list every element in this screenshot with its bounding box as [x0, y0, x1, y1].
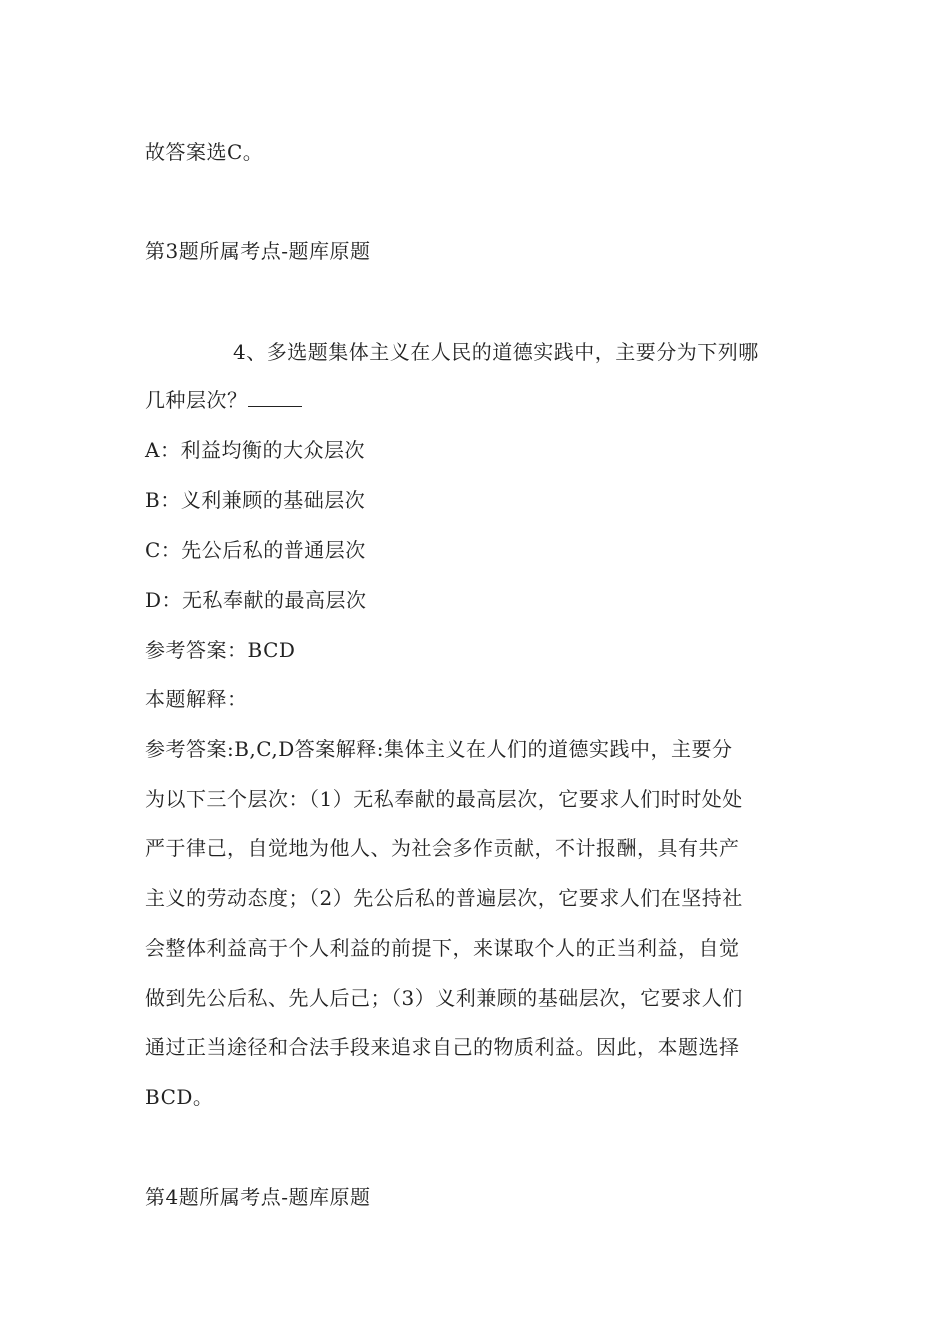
q4-explanation-line: 主义的劳动态度；（2）先公后私的普遍层次，它要求人们在坚持社: [145, 886, 743, 910]
q4-explanation-line: 参考答案:B,C,D答案解释:集体主义在人们的道德实践中，主要分: [145, 737, 733, 761]
q4-stem-line2: [145, 388, 815, 412]
q4-option-a: A：利益均衡的大众层次: [145, 438, 365, 462]
q4-option-b: B：义利兼顾的基础层次: [145, 488, 366, 512]
q4-explanation-line: 做到先公后私、先人后己；（3）义利兼顾的基础层次，它要求人们: [145, 986, 743, 1010]
q4-stem-text: 几种层次？: [145, 388, 248, 412]
q4-option-d: D：无私奉献的最高层次: [145, 588, 367, 612]
q4-explanation-line: 严于律己，自觉地为他人、为社会多作贡献，不计报酬，具有共产: [145, 836, 740, 860]
previous-explanation-tail: 故答案选C。: [145, 140, 264, 164]
q4-kaodian: 第4题所属考点-题库原题: [145, 1185, 371, 1209]
answer-blank: [248, 388, 302, 407]
q4-explanation-line: 通过正当途径和合法手段来追求自己的物质利益。因此，本题选择: [145, 1035, 740, 1059]
q4-answer: 参考答案：BCD: [145, 638, 296, 662]
q4-option-c: C：先公后私的普通层次: [145, 538, 366, 562]
q4-explanation-line: 为以下三个层次：（1）无私奉献的最高层次，它要求人们时时处处: [145, 787, 743, 811]
q4-stem-line1: 4、多选题集体主义在人民的道德实践中，主要分为下列哪: [233, 340, 759, 364]
q4-explanation-line: 会整体利益高于个人利益的前提下，来谋取个人的正当利益，自觉: [145, 936, 740, 960]
q4-explanation-line: BCD。: [145, 1085, 214, 1109]
q4-explanation-heading: 本题解释：: [145, 687, 248, 711]
q3-kaodian: 第3题所属考点-题库原题: [145, 239, 371, 263]
